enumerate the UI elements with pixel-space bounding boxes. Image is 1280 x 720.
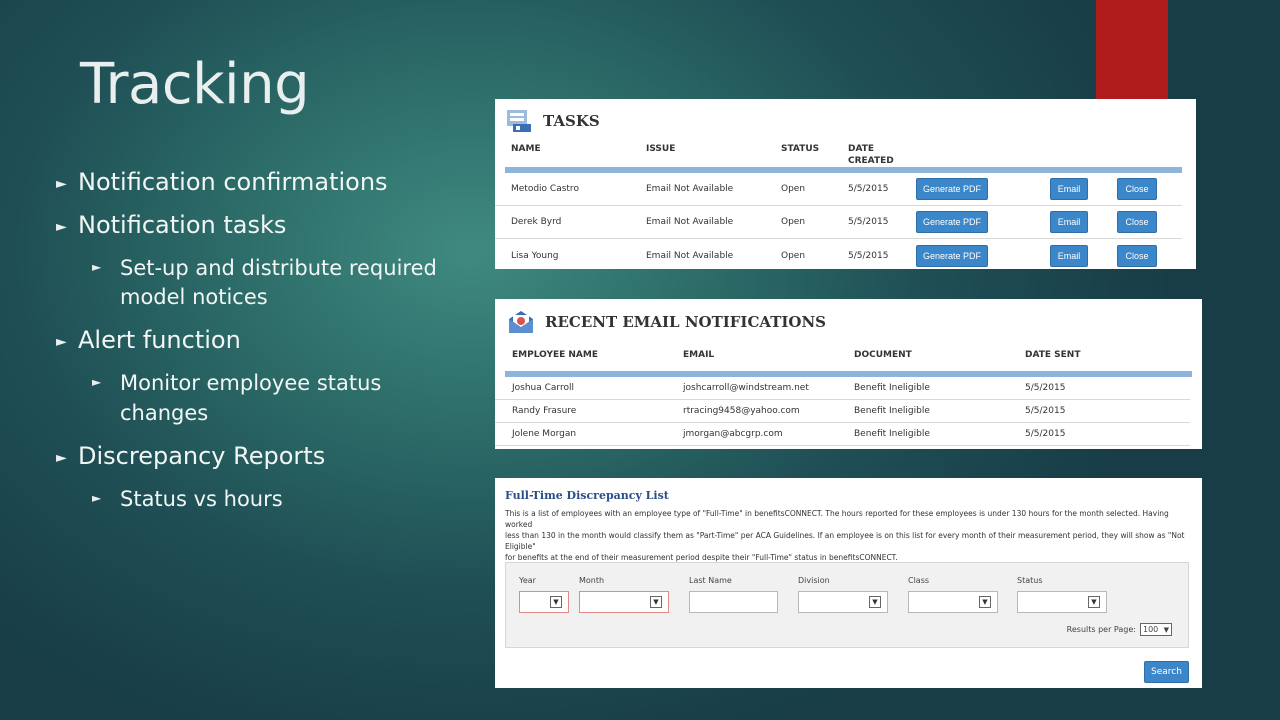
discrepancy-panel <box>495 478 1202 688</box>
close-button[interactable]: Close <box>1117 211 1157 233</box>
last-name-input[interactable] <box>689 591 778 613</box>
email-button[interactable]: Email <box>1050 211 1088 233</box>
email-columns <box>495 345 1202 365</box>
description-line: for benefits at the end of their measurement period despite their "Full-Time" status in benefitsCONNECT. <box>505 553 898 562</box>
tasks-header <box>495 99 1196 143</box>
cell-date: 5/5/2015 <box>848 184 889 194</box>
division-label: Division <box>798 576 830 585</box>
bullet-item <box>56 211 476 240</box>
sub-bullet-item <box>92 485 476 514</box>
class-select[interactable] <box>908 591 998 613</box>
year-select[interactable] <box>519 591 569 613</box>
bullet-text: Discrepancy Reports <box>78 441 326 470</box>
arrow-bullet-icon: ► <box>92 259 102 274</box>
column-header: DATE SENT <box>1025 350 1081 360</box>
last-name-label: Last Name <box>689 576 732 585</box>
cell-date: 5/5/2015 <box>1025 406 1066 416</box>
description-line: less than 130 in the month would classify them as "Part-Time" per ACA Guidelines. If an employee is on this list for every month of their measurement period, they will show as "Not Eligible" <box>505 531 1185 551</box>
bullet-text: Notification confirmations <box>78 168 388 196</box>
close-button[interactable]: Close <box>1117 245 1157 267</box>
email-button[interactable]: Email <box>1050 178 1088 200</box>
bullet-text: Notification tasks <box>78 210 287 239</box>
results-per-page-select[interactable] <box>1140 623 1172 636</box>
sub-bullet-item <box>92 254 476 313</box>
arrow-bullet-icon: ► <box>56 176 67 192</box>
close-button[interactable]: Close <box>1117 178 1157 200</box>
cell-document: Benefit Ineligible <box>854 383 930 393</box>
sub-bullet-item <box>92 369 476 428</box>
column-header: ISSUE <box>646 144 676 154</box>
class-label: Class <box>908 576 930 585</box>
chevron-down-icon: ▼ <box>1088 596 1100 608</box>
generate-pdf-button[interactable]: Generate PDF <box>916 211 988 233</box>
column-header: DOCUMENT <box>854 350 912 360</box>
chevron-down-icon: ▼ <box>1163 625 1169 634</box>
generate-pdf-button[interactable]: Generate PDF <box>916 178 988 200</box>
cell-date: 5/5/2015 <box>1025 383 1066 393</box>
bullet-text: Status vs hours <box>120 486 283 511</box>
email-title: RECENT EMAIL NOTIFICATIONS <box>545 313 826 331</box>
tasks-panel <box>495 99 1196 269</box>
status-label: Status <box>1017 576 1043 585</box>
bullet-list <box>56 168 476 528</box>
discrepancy-title: Full-Time Discrepancy List <box>505 489 669 502</box>
search-button[interactable]: Search <box>1144 661 1189 683</box>
month-select[interactable] <box>579 591 669 613</box>
cell-name: Metodio Castro <box>511 184 579 194</box>
cell-status: Open <box>781 184 806 194</box>
column-header: STATUS <box>781 144 820 154</box>
cell-issue: Email Not Available <box>646 250 734 261</box>
bullet-text: Set-up and distribute required model notices <box>120 255 437 309</box>
cell-name: Lisa Young <box>511 250 559 261</box>
table-row <box>495 206 1182 239</box>
arrow-bullet-icon: ► <box>56 334 67 351</box>
slide-title: Tracking <box>80 52 310 117</box>
bullet-text: Monitor employee status changes <box>120 371 382 425</box>
filter-box <box>505 562 1189 648</box>
cell-date: 5/5/2015 <box>1025 429 1066 439</box>
bullet-text: Alert function <box>78 326 241 355</box>
chevron-down-icon: ▼ <box>550 596 562 608</box>
description-line: This is a list of employees with an employee type of "Full-Time" in benefitsCONNECT. The hours reported for these employees is under 130 hours for the month selected. Having worked <box>505 509 1169 529</box>
year-label: Year <box>519 576 536 585</box>
month-label: Month <box>579 576 605 585</box>
results-per-page-value: 100 <box>1143 625 1159 634</box>
table-row <box>495 400 1190 423</box>
cell-name: Jolene Morgan <box>512 429 577 439</box>
bullet-item <box>56 168 476 197</box>
cell-email: joshcarroll@windstream.net <box>683 383 809 393</box>
cell-status: Open <box>781 217 806 227</box>
cell-name: Randy Frasure <box>512 406 577 416</box>
cell-name: Joshua Carroll <box>512 383 574 393</box>
column-header: DATE CREATED <box>848 144 894 166</box>
column-header: EMPLOYEE NAME <box>512 350 598 360</box>
table-row <box>495 239 1182 272</box>
table-row <box>495 423 1190 446</box>
cell-issue: Email Not Available <box>646 184 734 194</box>
cell-email: jmorgan@abcgrp.com <box>683 429 783 439</box>
accent-bar <box>1096 0 1168 100</box>
table-row <box>495 377 1190 400</box>
results-per-page <box>1067 623 1172 636</box>
results-per-page-label: Results per Page: <box>1066 625 1136 634</box>
column-header: EMAIL <box>683 350 715 360</box>
email-header <box>495 299 1202 345</box>
cell-issue: Email Not Available <box>646 217 734 227</box>
email-button[interactable]: Email <box>1050 245 1088 267</box>
arrow-bullet-icon: ► <box>92 375 102 390</box>
email-notifications-panel <box>495 299 1202 449</box>
arrow-bullet-icon: ► <box>56 449 67 466</box>
bullet-item <box>56 442 476 471</box>
arrow-bullet-icon: ► <box>92 490 102 505</box>
generate-pdf-button[interactable]: Generate PDF <box>916 245 988 267</box>
tasks-title: TASKS <box>543 112 600 130</box>
cell-date: 5/5/2015 <box>848 250 889 261</box>
cell-email: rtracing9458@yahoo.com <box>683 406 800 416</box>
table-row <box>495 173 1182 206</box>
chevron-down-icon: ▼ <box>869 596 881 608</box>
arrow-bullet-icon: ► <box>56 218 67 235</box>
cell-name: Derek Byrd <box>511 217 562 227</box>
chevron-down-icon: ▼ <box>650 596 662 608</box>
cell-status: Open <box>781 250 806 261</box>
column-header: NAME <box>511 144 541 154</box>
status-select[interactable] <box>1017 591 1107 613</box>
division-select[interactable] <box>798 591 888 613</box>
tasks-icon <box>505 108 533 134</box>
cell-document: Benefit Ineligible <box>854 429 930 439</box>
tasks-columns <box>495 143 1196 167</box>
cell-document: Benefit Ineligible <box>854 406 930 416</box>
envelope-icon <box>507 309 535 335</box>
cell-date: 5/5/2015 <box>848 217 889 227</box>
bullet-item <box>56 326 476 355</box>
chevron-down-icon: ▼ <box>979 596 991 608</box>
